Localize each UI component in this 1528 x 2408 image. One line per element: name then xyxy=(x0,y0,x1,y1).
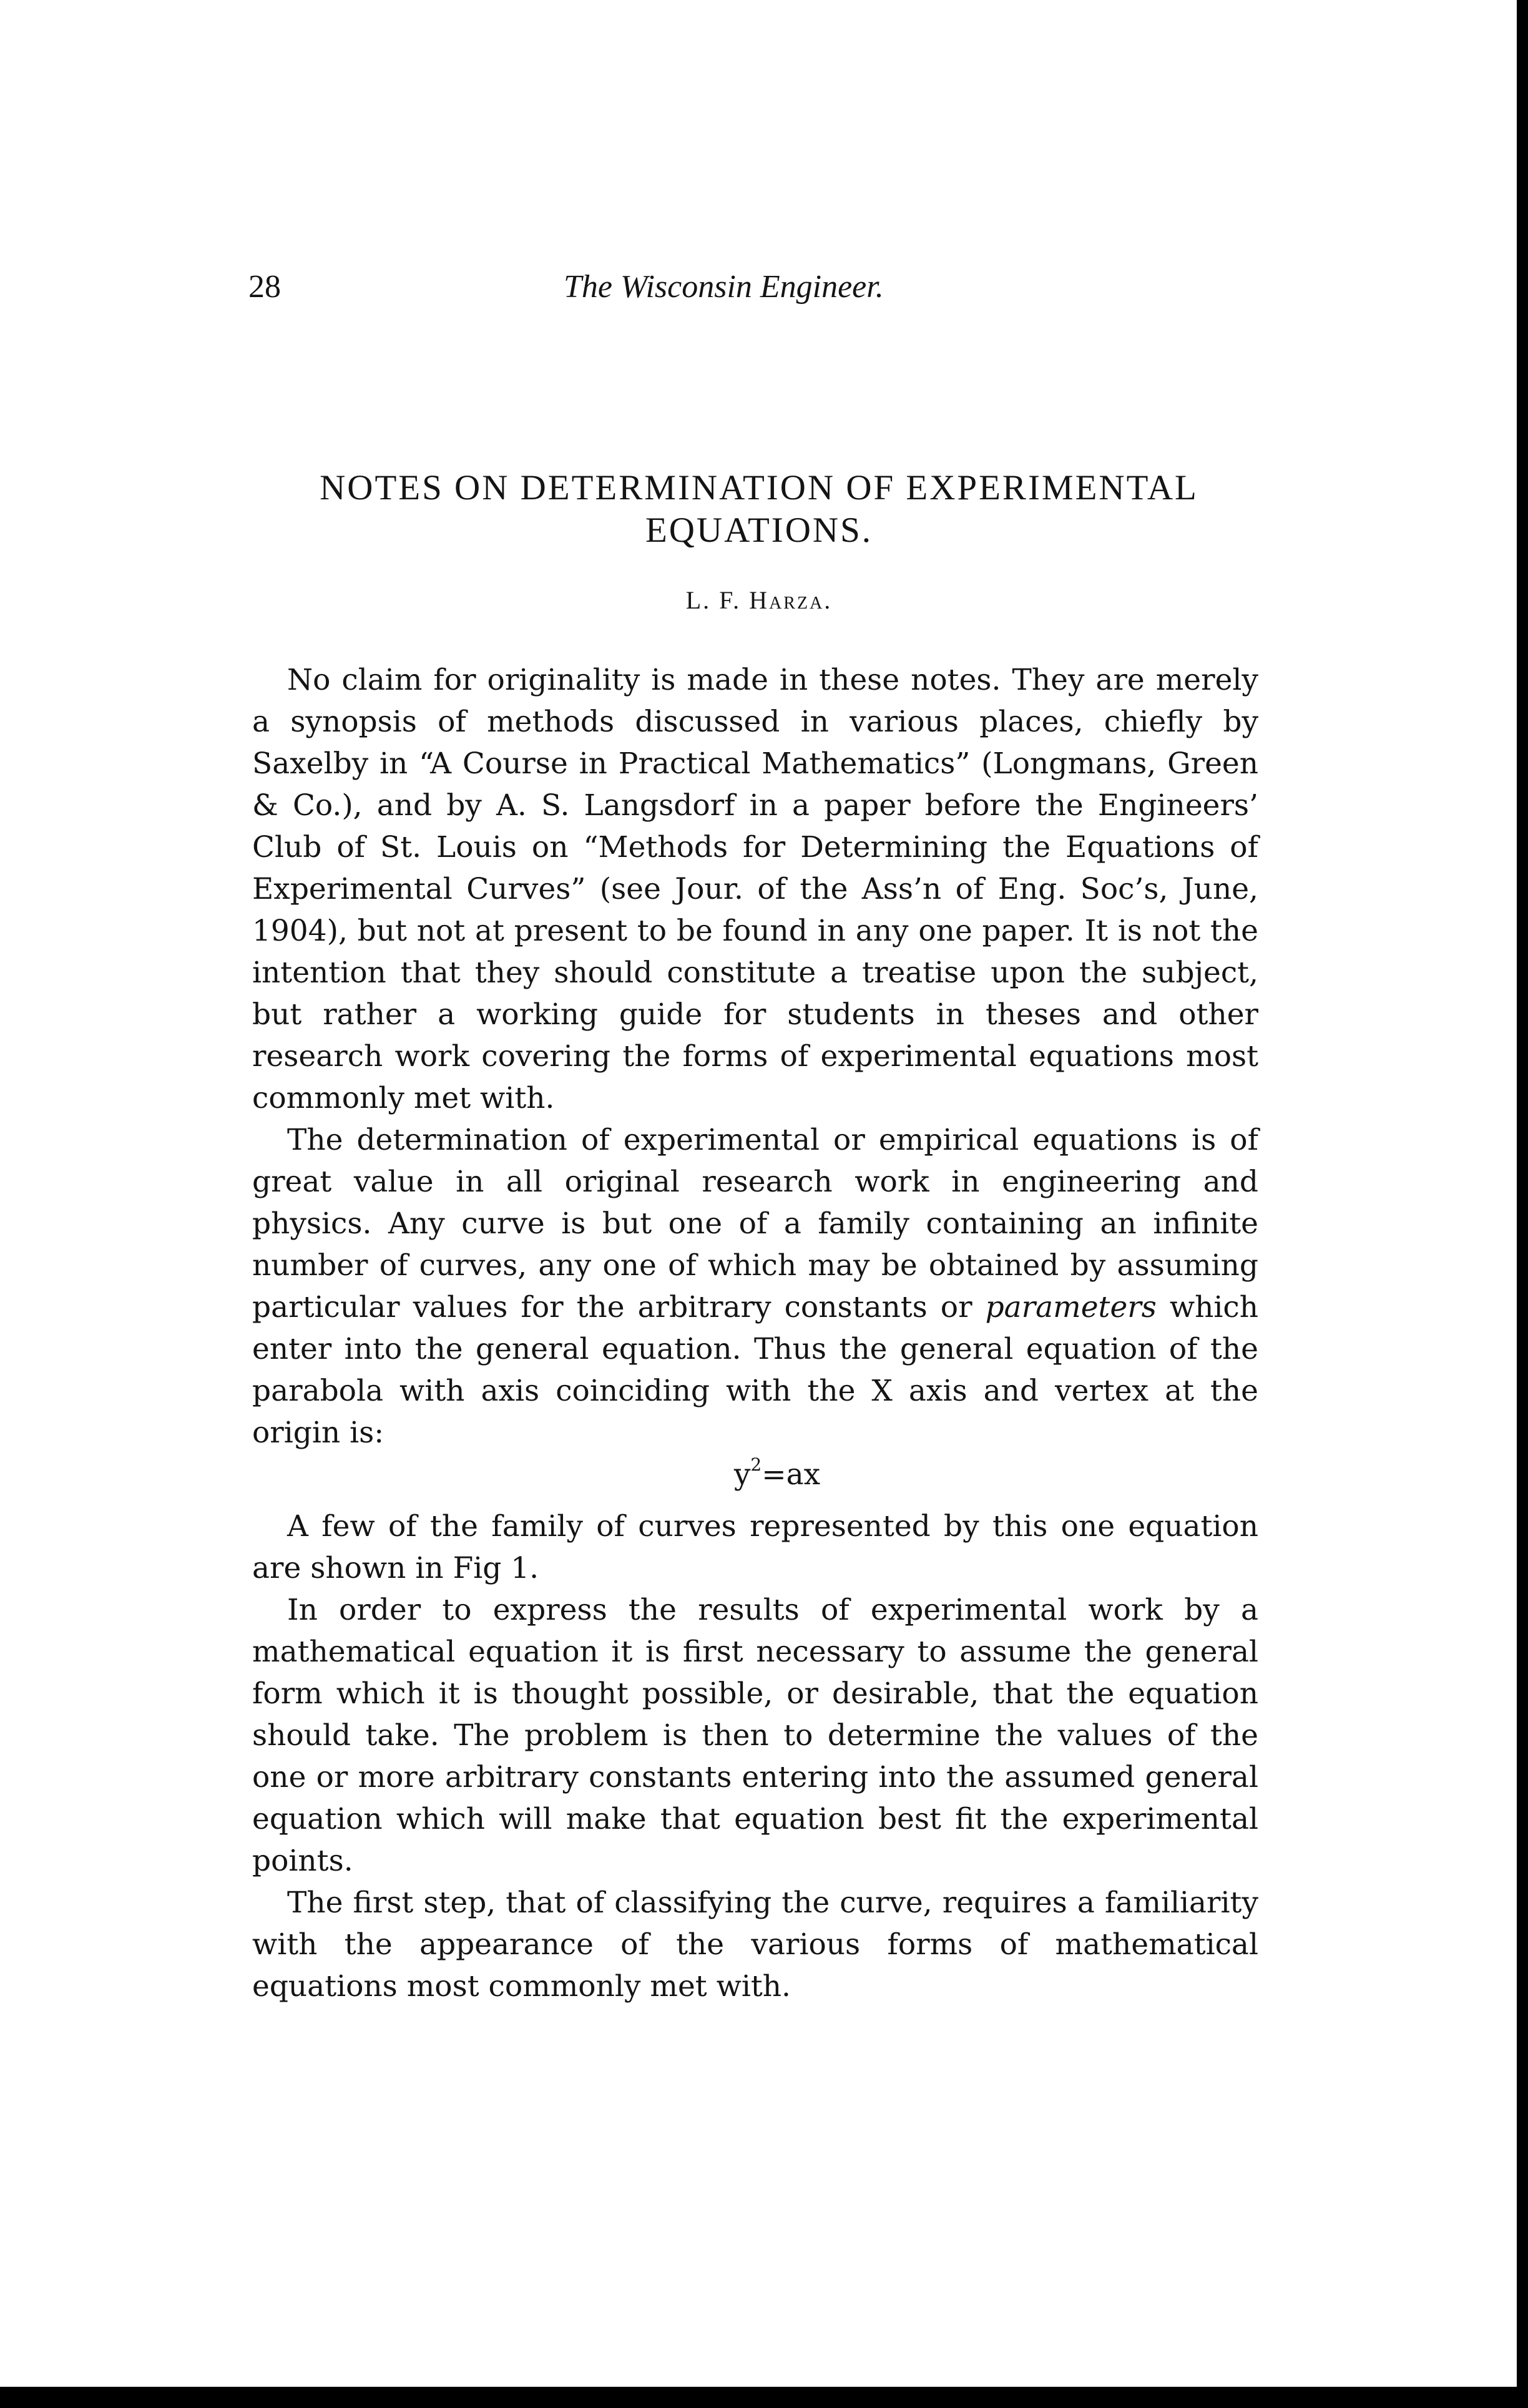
equation-rest: =ax xyxy=(762,1457,821,1492)
equation-base: y xyxy=(733,1457,751,1492)
article-title xyxy=(248,467,1270,552)
paragraph-family-of-curves: A few of the family of curves represented by this one equation are shown in Fig 1. xyxy=(252,1509,1258,1585)
paragraph-express-results: In order to express the results of experimental work by a mathematical equation it is first necessary to assume the general form which it is thought possible, or desirable, that the equation should take. The problem is then to determine the values of the one or more arbitrary constants entering into the assumed general equation which will make that equation best fit the experimental points. xyxy=(252,1593,1258,1878)
journal-title: The Wisconsin Engineer. xyxy=(564,269,884,305)
article-body xyxy=(252,659,1258,2007)
paragraph-determination-text: The determination of experimental or empirical equations is of great value in all original research work in engineering and physics. Any curve is but one of a family containing an infinite number of curves, any one of which may be obtained by assuming particular values for the arbitrary constants or xyxy=(252,1123,1258,1324)
page-number: 28 xyxy=(248,269,281,305)
paragraph-first-step: The first step, that of classifying the curve, requires a familiarity with the appearance of the various forms of mathematical equations most commonly met with. xyxy=(252,1886,1258,2004)
scan-border-bottom xyxy=(0,2387,1528,2408)
equation-exponent: 2 xyxy=(750,1454,762,1475)
author-byline: L. F. Harza. xyxy=(685,586,833,614)
paragraph-determination-tail: which enter into the general equation. Thus the general equation of the parabola with axis coinciding with the X axis and vertex at the origin is: xyxy=(252,1290,1258,1450)
article-title-line-2: EQUATIONS. xyxy=(645,511,873,550)
running-head xyxy=(248,268,1272,312)
paragraph-originality: No claim for originality is made in these notes. They are merely a synopsis of methods discussed in various places, chiefly by Saxelby in “A Course in Practical Mathematics” (Longmans, Green & Co.), and by A. S. Langsdorf in a paper before the Engineers’ Club of St. Louis on “Methods for Determining the Equations of Experimental Curves” (see Jour. of the Ass’n of Eng. Soc’s, June, 1904), but not at present to be found in any one paper. It is not the intention that they should constitute a treatise upon the subject, but rather a working guide for students in theses and other research work covering the forms of experimental equations most commonly met with. xyxy=(252,663,1258,1115)
scan-border-right xyxy=(1517,0,1528,2408)
parameters-emphasis: parameters xyxy=(985,1290,1157,1324)
article-title-line-1: NOTES ON DETERMINATION OF EXPERIMENTAL xyxy=(320,468,1198,507)
parabola-equation xyxy=(252,1454,1258,1495)
paragraph-determination xyxy=(252,1119,1258,1454)
